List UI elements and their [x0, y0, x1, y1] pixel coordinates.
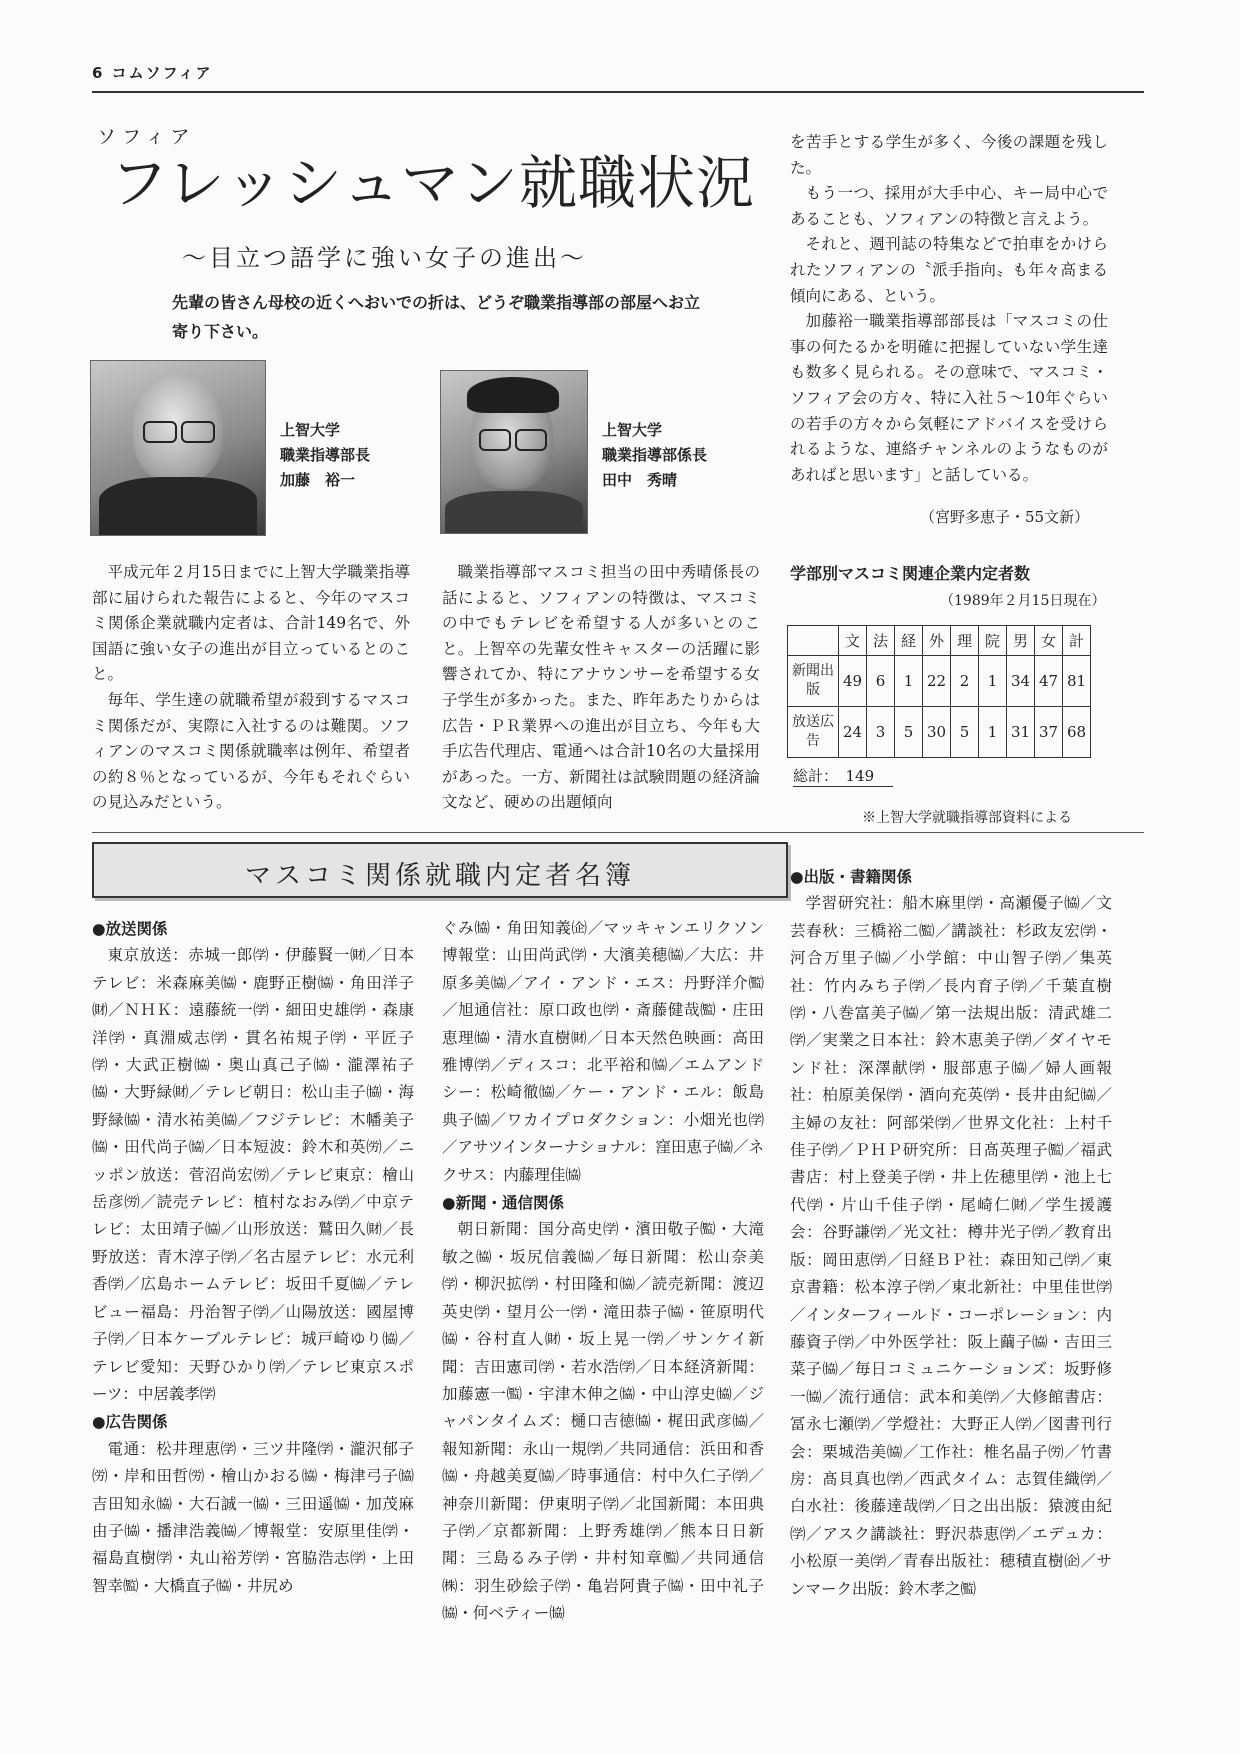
table-header-cell: 院: [979, 626, 1007, 656]
caption-title: 職業指導部係長: [602, 446, 708, 464]
caption-name: 加藤 裕一: [280, 471, 356, 489]
caption-name: 田中 秀晴: [602, 471, 678, 489]
table-header-cell: 女: [1035, 626, 1063, 656]
table-row-label: 放送広告: [788, 707, 839, 758]
article-paragraph: それと、週刊誌の特集などで拍車をかけられたソフィアンの〝派手指向〟も年々高まる傾向にある、という。: [790, 235, 1108, 305]
roster-entry-list: 電通：松井理恵㈻・三ツ井隆㈻・瀧沢郁子㈸・岸和田哲㈸・檜山かおる㈿・梅津弓子㈿ 吉田知永㈿・大石誠一㈿・三田遥㈿・加茂麻由子㈿・播津浩義㈿／博報堂：安原里佳㈻・福島直樹㈻・丸山裕芳㈻・宮脇浩志㈻・上田智幸㈼・大橋直子㈿・井尻め: [92, 1439, 430, 1595]
roster-column-3: [790, 863, 1112, 1603]
article-byline: （宮野多恵子・55文新）: [920, 508, 1090, 526]
roster-section-heading: ●放送関係: [92, 919, 168, 938]
table-header-cell: 法: [867, 626, 895, 656]
stats-table: [787, 625, 1091, 758]
portrait-caption-kato: [280, 418, 370, 493]
page-header: 6 コムソフィア: [92, 64, 213, 82]
article-paragraph: 平成元年２月15日までに上智大学職業指導部に届けられた報告によると、今年のマスコミ関係企業就職内定者は、合計149名で、外国語に強い女子の進出が目立っているとのこと。: [92, 563, 410, 684]
table-cell: 1: [979, 707, 1007, 758]
article-paragraph: を苦手とする学生が多く、今後の課題を残した。: [790, 133, 1108, 177]
headline: フレッシュマン就職状況: [110, 149, 755, 217]
portrait-photo-tanaka: [440, 370, 588, 534]
total-underline: [793, 786, 893, 787]
table-cell: 5: [895, 707, 923, 758]
table-header-cell: 外: [923, 626, 951, 656]
table-cell: 34: [1007, 656, 1035, 707]
article-paragraph: 職業指導部マスコミ担当の田中秀晴係長の話によると、ソフィアンの特徴は、マスコミの中でもテレビを希望する人が多いとのこと。上智卒の先輩女性キャスターの活躍に影響されてか、特にアナウンサーを希望する女子学生が多かった。また、昨年あたりからは広告・ＰＲ業界への進出が目立ち、今年も大手広告代理店、電通へは合計10名の大量採用があった。一方、新聞社は試験問題の経済論文など、硬めの出題傾向: [442, 563, 760, 812]
roster-entry-list: ぐみ㈿・角田知義㈽／マッキャンエリクソン博報堂：山田尚武㈻・大濱美穂㈿／大広：井原多美㈿／アイ・アンド・エス：丹野洋介㈼／旭通信社：原口政也㈻・斎藤健哉㈼・庄田恵理㈿・清水直樹㈶／日本天然色映画：高田雅博㈻／ディスコ：北平裕和㈿／エムアンドシー：松崎徹㈿／ケー・アンド・エル：飯島典子㈿／ワカイプロダクション：小畑光也㈻／アサツインターナショナル：窪田恵子㈿／ネクサス：内藤理佳㈿: [442, 919, 764, 1184]
table-cell: 30: [923, 707, 951, 758]
roster-column-2: [442, 915, 764, 1628]
table-cell: 3: [867, 707, 895, 758]
table-header-cell: 計: [1063, 626, 1091, 656]
table-header-cell: 理: [951, 626, 979, 656]
portrait-caption-tanaka: [602, 418, 707, 493]
section-divider: [92, 832, 1144, 833]
table-cell: 68: [1063, 707, 1091, 758]
table-header-cell: [788, 626, 839, 656]
roster-column-1: [92, 915, 430, 1600]
table-cell: 1: [979, 656, 1007, 707]
table-cell: 6: [867, 656, 895, 707]
lead-text: 先輩の皆さん母校の近くへおいでの折は、どうぞ職業指導部の部屋へお立寄り下さい。: [172, 293, 701, 341]
table-cell: 49: [839, 656, 867, 707]
table-header-row: [788, 626, 1091, 656]
table-cell: 1: [895, 656, 923, 707]
table-row-label: 新聞出版: [788, 656, 839, 707]
header-rule: [92, 91, 1144, 93]
table-cell: 5: [951, 707, 979, 758]
roster-title: マスコミ関係就職内定者名簿: [244, 861, 635, 891]
table-header-cell: 男: [1007, 626, 1035, 656]
table-total: 総計： 149: [793, 767, 875, 785]
caption-org: 上智大学: [280, 421, 341, 439]
caption-org: 上智大学: [602, 421, 663, 439]
table-cell: 31: [1007, 707, 1035, 758]
table-header-cell: 経: [895, 626, 923, 656]
roster-entry-list: 東京放送：赤城一郎㈻・伊藤賢一㈶／日本テレビ：米森麻美㈿・鹿野正樹㈿・角田洋子㈶／ＮＨＫ：遠藤統一㈻・細田史雄㈻・森康洋㈻・真淵威志㈻・貫名祐規子㈻・平匠子㈻・大武正樹㈿・奥山真己子㈿・瀧澤祐子㈿・大野緑㈶／テレビ朝日：松山圭子㈿・海野緑㈿・清水祐美㈿／フジテレビ：木幡美子㈿・田代尚子㈿／日本短波：鈴木和英㈸／ニッポン放送：菅沼尚宏㈸／テレビ東京：檜山岳彦㈸／読売テレビ：植村なおみ㈻／中京テレビ：太田靖子㈿／山形放送：鷲田久㈶／長野放送：青木淳子㈻／名古屋テレビ：水元利香㈻／広島ホームテレビ：坂田千夏㈿／テレビュー福島：丹治智子㈻／山陽放送：國屋博子㈻／日本ケーブルテレビ：城戸崎ゆり㈿／テレビ愛知：天野ひかり㈻／テレビ東京スポーツ：中居義孝㈻: [92, 946, 414, 1403]
table-cell: 2: [951, 656, 979, 707]
roster-section-heading: ●広告関係: [92, 1412, 168, 1432]
table-row: [788, 656, 1091, 707]
roster-section-heading: ●新聞・通信関係: [442, 1193, 565, 1213]
kicker: ソフィア: [97, 126, 196, 148]
subhead: 〜目立つ語学に強い女子の進出〜: [182, 244, 587, 272]
article-paragraph: 加藤裕一職業指導部部長は「マスコミの仕事の何たるかを明確に把握していない学生達も数多く見られる。その意味で、マスコミ・ソフィア会の方々、特に入社５〜10年ぐらいの若手の方々から気軽にアドバイスを受けられるような、連絡チャンネルのようなものがあればと思います」と話している。: [790, 312, 1108, 484]
caption-title: 職業指導部長: [280, 446, 371, 464]
article-column-3: [790, 130, 1108, 488]
roster-entry-list: 学習研究社：船木麻里㈻・高瀬優子㈿／文芸春秋：三橋裕二㈼／講談社：杉政友宏㈻・河合万里子㈿／小学館：中山智子㈻／集英社：竹内みち子㈻／長内育子㈻／千葉直樹㈻・八巻富美子㈿／第一法規出版：清武雄二㈻／実業之日本社：鈴木恵美子㈻／ダイヤモンド社：深澤献㈻・服部恵子㈿／婦人画報社：柏原美保㈻・酒向充英㈻・長井由紀㈿／主婦の友社：阿部栄㈻／世界文化社：上村千佳子㈻／ＰＨＰ研究所：日髙英理子㈼／福武書店：村上登美子㈻・井上佐穂里㈻・池上七代㈻・片山千佳子㈻・尾崎仁㈶／学生援護会：谷野謙㈻／光文社：樽井光子㈻／教育出版：岡田恵㈻／日経ＢＰ社：森田知己㈻／東京書籍：松本淳子㈻／東北新社：中里佳世㈻／インターフィールド・コーポレーション：内藤資子㈻／中外医学社：阪上繭子㈿・吉田三菜子㈿／毎日コミュニケーションズ：坂野修一㈿／流行通信：武本和美㈻／大修館書店：冨永七瀬㈻／学燈社：大野正人㈻／図書刊行会：栗城浩美㈿／工作社：椎名晶子㈸／竹書房：髙貝真也㈻／西武タイム：志賀佳織㈻／白水社：後藤達哉㈻／日之出出版：猿渡由紀㈻／アスク講談社：野沢恭恵㈻／エデュカ：小松原一美㈻／青春出版社：穂積直樹㈽／サンマーク出版：鈴木孝之㈼: [790, 894, 1112, 1598]
article-column-2: [442, 560, 760, 816]
table-title: 学部別マスコミ関連企業内定者数: [790, 564, 1031, 583]
roster-section-heading: ●出版・書籍関係: [790, 867, 913, 886]
table-cell: 37: [1035, 707, 1063, 758]
roster-entry-list: 朝日新聞：国分高史㈻・濱田敬子㈼・大滝敏之㈿・坂尻信義㈿／毎日新聞：松山奈美㈻・柳沢拡㈻・村田隆和㈿／読売新聞：渡辺英史㈻・望月公一㈻・滝田恭子㈿・笹原明代㈿・谷村直人㈶・坂上晃一㈻／サンケイ新聞：吉田憲司㈻・若水浩㈻／日本経済新聞：加藤憲一㈼・宇津木伸之㈿・中山淳史㈿／ジャパンタイムズ：樋口吉徳㈿・梶田武彦㈿／報知新聞：永山一規㈻／共同通信：浜田和香㈿・舟越美夏㈿／時事通信：村中久仁子㈻／神奈川新聞：伊東明子㈻／北国新聞：本田典子㈻／京都新聞：上野秀雄㈻／熊本日日新聞：三島るみ子㈻・井村知章㈼／共同通信㈱：羽生砂絵子㈻・亀岩阿貴子㈿・田中礼子㈿・何ベティー㈿: [442, 1220, 764, 1623]
table-header-cell: 文: [839, 626, 867, 656]
article-paragraph: 毎年、学生達の就職希望が殺到するマスコミ関係だが、実際に入社するのは難関。ソフィアンのマスコミ関係就職率は例年、希望者の約８％となっているが、今年もそれぐらいの見込みだという。: [92, 690, 410, 812]
table-row: [788, 707, 1091, 758]
article-column-1: [92, 560, 410, 816]
table-cell: 22: [923, 656, 951, 707]
table-source-note: ※上智大学就職指導部資料による: [862, 810, 1072, 826]
portrait-photo-kato: [90, 360, 266, 536]
table-cell: 47: [1035, 656, 1063, 707]
table-cell: 24: [839, 707, 867, 758]
article-paragraph: もう一つ、採用が大手中心、キー局中心であることも、ソフィアンの特徴と言えよう。: [790, 184, 1108, 228]
table-cell: 81: [1063, 656, 1091, 707]
table-date: （1989年２月15日現在）: [940, 593, 1106, 609]
roster-title-box: [92, 842, 788, 898]
